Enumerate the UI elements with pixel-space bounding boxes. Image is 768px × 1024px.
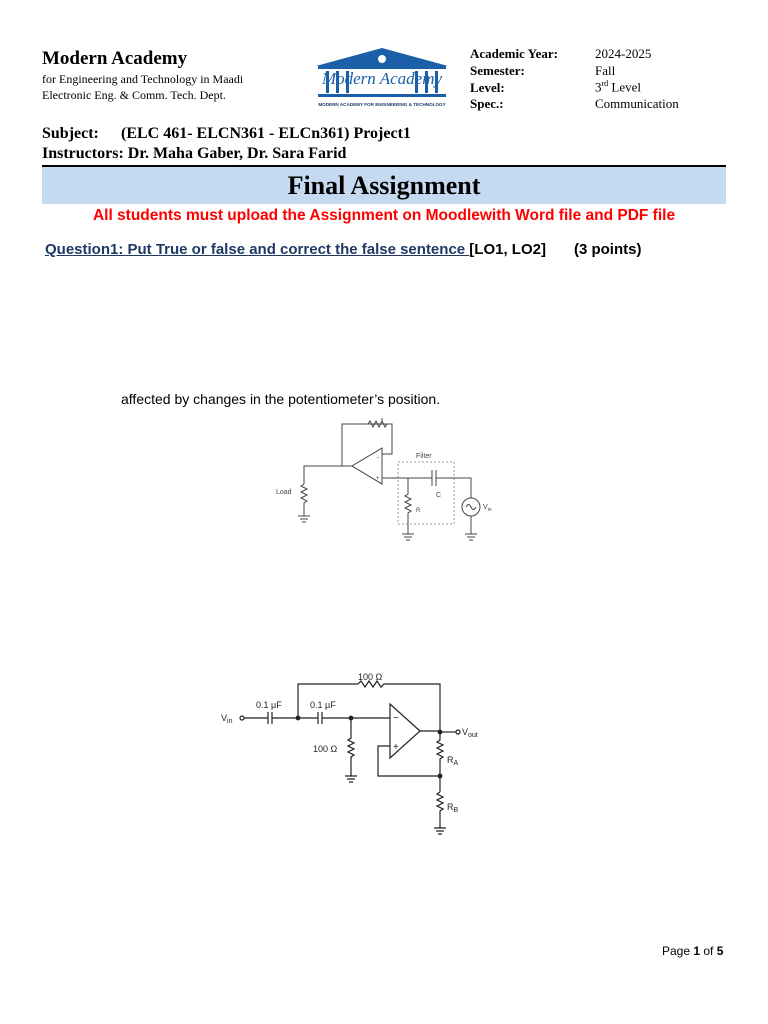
r-feedback-label: 100 Ω bbox=[358, 672, 383, 682]
svg-text:+: + bbox=[393, 742, 399, 753]
level-label: Level: bbox=[470, 80, 505, 95]
dept-name: Electronic Eng. & Comm. Tech. Dept. bbox=[42, 88, 226, 102]
level-value: 3rd Level bbox=[595, 79, 642, 95]
org-subtitle: for Engineering and Technology in Maadi bbox=[42, 72, 244, 86]
question-1-lo: [LO1, LO2] bbox=[469, 241, 546, 258]
upload-notice: All students must upload the Assignment on Moodlewith Word file and PDF file bbox=[92, 207, 676, 224]
page-title: Final Assignment bbox=[42, 165, 726, 204]
question-text-line: affected by changes in the potentiometer’s position. bbox=[121, 391, 441, 407]
c-label: C bbox=[436, 492, 442, 499]
capacitor-1-label: 0.1 μF bbox=[256, 700, 282, 710]
svg-text:−: − bbox=[376, 455, 380, 461]
spec-value: Communication bbox=[595, 96, 679, 111]
logo-subtext: MODERN ACADEMY FOR ENGINEERING & TECHNOLOGY bbox=[318, 102, 446, 107]
logo-text: Modern Academy bbox=[321, 69, 443, 88]
r-shunt-label: 100 Ω bbox=[313, 744, 338, 754]
vout-label: $V_{out}$ bbox=[462, 727, 478, 739]
rb-label: $R_B$ bbox=[447, 802, 459, 814]
load-label: Load bbox=[276, 489, 292, 496]
academic-year-value: 2024-2025 bbox=[595, 46, 652, 61]
instructors-line: Instructors: Dr. Maha Gaber, Dr. Sara Farid bbox=[42, 145, 347, 162]
semester-value: Fall bbox=[595, 63, 616, 78]
vin-label: $V_{in}$ bbox=[221, 713, 233, 725]
svg-text:+: + bbox=[376, 476, 380, 482]
circuit-diagram-filter bbox=[270, 418, 500, 548]
org-name: Modern Academy bbox=[42, 48, 188, 69]
academic-year-label: Academic Year: bbox=[470, 46, 558, 61]
question-1-points: (3 points) bbox=[573, 241, 642, 258]
question-1-heading bbox=[45, 241, 641, 258]
question-1-text: Question1: Put True or false and correct the false sentence bbox=[45, 241, 470, 258]
page-number: Page 1 of 5 bbox=[662, 944, 724, 958]
semester-label: Semester: bbox=[470, 63, 525, 78]
vin-label: $V_{in}$ bbox=[483, 504, 492, 513]
academy-logo bbox=[312, 44, 452, 110]
capacitor-2-label: 0.1 μF bbox=[310, 700, 336, 710]
spec-label: Spec.: bbox=[470, 96, 504, 111]
circuit-diagram-amplifier bbox=[218, 668, 518, 838]
svg-text:−: − bbox=[393, 713, 399, 724]
ra-label: $R_A$ bbox=[447, 755, 459, 767]
r-label: R bbox=[416, 508, 421, 514]
subject-line: Subject: (ELC 461- ELCN361 - ELCn361) Project1 bbox=[42, 125, 411, 142]
filter-label: Filter bbox=[416, 453, 432, 460]
